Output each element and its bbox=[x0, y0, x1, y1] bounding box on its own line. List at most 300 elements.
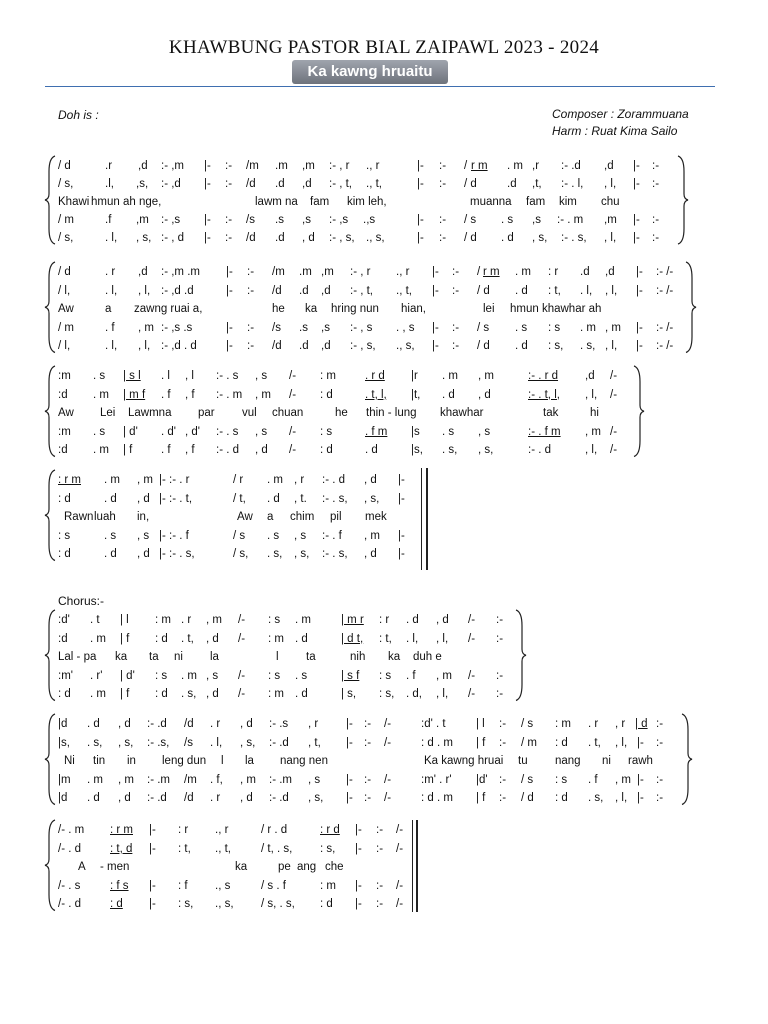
solfa-note: |s, bbox=[411, 444, 423, 456]
solfa-note: / r . d bbox=[261, 824, 288, 836]
voice-line bbox=[58, 212, 670, 228]
solfa-note: |d bbox=[58, 792, 68, 804]
subtitle-badge: Ka kawng hruaitu bbox=[292, 60, 448, 84]
solfa-note: , m bbox=[138, 321, 154, 334]
solfa-note: . f m bbox=[365, 425, 388, 438]
solfa-note: |- bbox=[149, 879, 156, 892]
solfa-note: :- . m bbox=[216, 388, 243, 401]
solfa-note: :- bbox=[499, 773, 507, 786]
solfa-note: . s, bbox=[442, 444, 458, 456]
solfa-note: : r m bbox=[110, 824, 133, 836]
solfa-note: . l bbox=[161, 370, 170, 382]
solfa-note: /s bbox=[184, 736, 193, 749]
voice-line bbox=[58, 491, 418, 507]
solfa-note: :- bbox=[499, 736, 507, 749]
solfa-note: . f bbox=[588, 773, 598, 786]
solfa-note: :m bbox=[58, 370, 71, 382]
solfa-note: . f bbox=[161, 444, 171, 456]
solfa-note: |- bbox=[226, 321, 233, 334]
solfa-note: .d bbox=[507, 178, 517, 190]
solfa-note: : d bbox=[555, 736, 568, 749]
lyric-word: Rawn bbox=[64, 511, 94, 523]
lyric-word: tu bbox=[518, 755, 528, 767]
solfa-note: / t, bbox=[233, 492, 246, 505]
solfa-note: :- ,d . d bbox=[161, 340, 197, 352]
solfa-note: :- bbox=[496, 632, 504, 645]
solfa-note: |s bbox=[411, 425, 420, 438]
solfa-note: .r bbox=[105, 160, 113, 172]
lyric-word: pil bbox=[330, 511, 342, 523]
solfa-note: |t, bbox=[411, 388, 421, 401]
solfa-note: |- bbox=[226, 340, 233, 352]
solfa-note: :- bbox=[496, 669, 504, 682]
solfa-note: . m bbox=[442, 370, 458, 382]
solfa-note: : m bbox=[320, 879, 336, 892]
solfa-note: / s, bbox=[233, 548, 249, 560]
solfa-note: , m bbox=[137, 474, 153, 486]
lyric-word: hi bbox=[590, 407, 599, 419]
solfa-note: . d, bbox=[406, 688, 422, 700]
solfa-note: |- bbox=[633, 214, 640, 226]
solfa-note: : d bbox=[58, 492, 71, 505]
solfa-note: :- . s, bbox=[322, 492, 348, 505]
solfa-note: / m bbox=[58, 214, 74, 226]
lyric-word: pe bbox=[278, 861, 291, 873]
lyric-word: la bbox=[245, 755, 254, 767]
solfa-note: , t. bbox=[294, 492, 307, 505]
voice-line bbox=[58, 686, 520, 702]
solfa-note: .d bbox=[299, 284, 309, 297]
left-brace bbox=[45, 820, 59, 911]
solfa-note: :- bbox=[496, 688, 504, 700]
solfa-note: , l, bbox=[605, 340, 618, 352]
solfa-note: :- bbox=[376, 824, 384, 836]
solfa-note: /s bbox=[272, 321, 281, 334]
solfa-note: |- bbox=[637, 792, 644, 804]
solfa-note: , d bbox=[206, 688, 219, 700]
solfa-note: / s bbox=[521, 773, 534, 786]
solfa-note: /- bbox=[289, 388, 297, 401]
solfa-note: . r bbox=[210, 792, 221, 804]
voice-line bbox=[58, 442, 634, 458]
solfa-note: . f, bbox=[210, 773, 223, 786]
solfa-note: , m bbox=[436, 669, 452, 682]
solfa-note: , m bbox=[585, 425, 601, 438]
solfa-note: : m bbox=[268, 632, 284, 645]
solfa-note: :- ,d bbox=[161, 178, 181, 190]
solfa-note: :- .d bbox=[269, 792, 289, 804]
solfa-note: , s bbox=[255, 425, 268, 438]
solfa-note: /d bbox=[246, 232, 256, 244]
solfa-note: .s bbox=[275, 214, 284, 226]
solfa-note: , d bbox=[364, 474, 377, 486]
header-rule bbox=[45, 86, 715, 87]
solfa-note: : d bbox=[58, 548, 71, 560]
solfa-note: ., s, bbox=[366, 232, 385, 244]
solfa-note: /d bbox=[272, 284, 282, 297]
solfa-note: , s bbox=[137, 529, 150, 542]
solfa-note: :- .d bbox=[561, 160, 581, 172]
solfa-note: r m bbox=[483, 266, 500, 278]
solfa-note: |- bbox=[398, 529, 405, 542]
solfa-note: . t, bbox=[181, 632, 194, 645]
solfa-note: |- bbox=[417, 232, 424, 244]
solfa-note: . m bbox=[90, 688, 106, 700]
solfa-note: :- bbox=[225, 178, 233, 190]
double-barline bbox=[416, 820, 418, 912]
solfa-note: , d' bbox=[185, 425, 200, 438]
solfa-note: :- bbox=[499, 718, 507, 730]
solfa-note: /- bbox=[238, 632, 246, 645]
lyric-word: he bbox=[272, 303, 285, 315]
solfa-note: /m bbox=[246, 160, 259, 172]
solfa-note: , d bbox=[436, 614, 449, 626]
solfa-note: /- bbox=[384, 773, 392, 786]
solfa-note: ,m bbox=[136, 214, 149, 226]
solfa-note: , m bbox=[206, 614, 222, 626]
solfa-note: , s bbox=[255, 370, 268, 382]
solfa-note: . s bbox=[442, 425, 455, 438]
solfa-note: |- bbox=[355, 879, 362, 892]
solfa-note: ,m bbox=[604, 214, 617, 226]
solfa-note: |- bbox=[204, 160, 211, 172]
solfa-note: | l bbox=[120, 614, 129, 626]
lyric-word: la bbox=[210, 651, 219, 663]
solfa-note: |- bbox=[432, 321, 439, 334]
left-brace bbox=[45, 470, 59, 561]
solfa-note: / s bbox=[233, 529, 246, 542]
solfa-note: | f bbox=[476, 736, 486, 749]
solfa-note: :- ,s bbox=[161, 214, 181, 226]
solfa-note: :- bbox=[364, 792, 372, 804]
solfa-note: . d bbox=[104, 492, 117, 505]
solfa-note: : f s bbox=[110, 879, 129, 892]
solfa-note: .m bbox=[299, 266, 312, 278]
solfa-note: :- . s bbox=[216, 425, 239, 438]
solfa-note: | f bbox=[476, 792, 486, 804]
solfa-note: , d bbox=[364, 548, 377, 560]
solfa-note: , s, bbox=[308, 792, 324, 804]
solfa-note: , s, bbox=[118, 736, 134, 749]
solfa-note: /m bbox=[272, 266, 285, 278]
solfa-note: |- bbox=[637, 773, 644, 786]
solfa-note: : r m bbox=[58, 474, 81, 486]
solfa-note: |- bbox=[149, 842, 156, 855]
solfa-note: .,s bbox=[363, 214, 376, 226]
solfa-note: : d bbox=[320, 898, 333, 910]
solfa-note: , l, bbox=[604, 232, 617, 244]
solfa-note: . l, bbox=[105, 232, 118, 244]
solfa-note: :- . d bbox=[216, 444, 240, 456]
lyric-word: kim leh, bbox=[347, 196, 387, 208]
solfa-note: |d' bbox=[476, 773, 488, 786]
solfa-note: / d bbox=[58, 266, 71, 278]
solfa-note: /- bbox=[610, 370, 618, 382]
solfa-note: . m bbox=[295, 614, 311, 626]
solfa-note: |- bbox=[637, 736, 644, 749]
right-brace bbox=[516, 610, 530, 701]
solfa-note: :- . l, bbox=[561, 178, 584, 190]
solfa-note: , m bbox=[255, 388, 271, 401]
solfa-note: :- bbox=[225, 214, 233, 226]
solfa-note: . l, bbox=[105, 284, 118, 297]
solfa-note: . r bbox=[181, 614, 192, 626]
solfa-note: :- bbox=[247, 284, 255, 297]
lyric-word: thin - lung bbox=[366, 407, 417, 419]
lyric-word: Ni bbox=[64, 755, 75, 767]
voice-line bbox=[58, 631, 520, 647]
solfa-note: .d bbox=[299, 340, 309, 352]
lyric-line bbox=[58, 649, 520, 665]
solfa-note: : s bbox=[268, 669, 281, 682]
solfa-note: : s bbox=[379, 669, 392, 682]
solfa-note: :- , s bbox=[350, 321, 373, 334]
chorus-label: Chorus:- bbox=[58, 594, 105, 608]
solfa-note: . l, bbox=[406, 632, 419, 645]
solfa-note: , l, bbox=[585, 388, 598, 401]
lyric-word: rawh bbox=[628, 755, 653, 767]
solfa-note: ,s bbox=[302, 214, 311, 226]
solfa-note: |d bbox=[58, 718, 68, 730]
solfa-note: :- ,d .d bbox=[161, 284, 194, 297]
solfa-note: /- bbox=[468, 632, 476, 645]
solfa-note: |- bbox=[398, 492, 405, 505]
solfa-note: . m bbox=[104, 474, 120, 486]
solfa-note: |- :- . f bbox=[159, 529, 189, 542]
solfa-note: :- /- bbox=[656, 321, 674, 334]
solfa-note: :- bbox=[496, 614, 504, 626]
double-barline bbox=[426, 468, 428, 570]
lyric-word: fam bbox=[310, 196, 330, 208]
solfa-note: :- bbox=[656, 718, 664, 730]
solfa-note: /- bbox=[289, 425, 297, 438]
solfa-note: |- bbox=[636, 284, 643, 297]
lyric-word: Lei bbox=[100, 407, 116, 419]
solfa-note: | m r bbox=[341, 614, 364, 626]
solfa-note: / s, . s, bbox=[261, 898, 295, 910]
lyric-word: ni bbox=[174, 651, 183, 663]
solfa-note: |- bbox=[633, 178, 640, 190]
right-brace bbox=[682, 714, 696, 805]
solfa-note: , r bbox=[294, 474, 305, 486]
solfa-note: . f bbox=[105, 321, 115, 334]
solfa-note: : s bbox=[268, 614, 281, 626]
solfa-note: : d bbox=[320, 388, 333, 401]
solfa-note: /- bbox=[396, 842, 404, 855]
solfa-note: :d bbox=[58, 632, 68, 645]
solfa-note: |- bbox=[417, 160, 424, 172]
solfa-note: ., s, bbox=[396, 340, 415, 352]
voice-line bbox=[58, 230, 670, 246]
solfa-note: :- bbox=[439, 214, 447, 226]
lyric-word: Lal - pa bbox=[58, 651, 97, 663]
lyric-word: lawm na bbox=[255, 196, 298, 208]
solfa-note: ,d bbox=[604, 160, 614, 172]
key-signature: Doh is : bbox=[58, 108, 99, 122]
solfa-note: , s, bbox=[136, 232, 152, 244]
lyric-word: par bbox=[198, 407, 215, 419]
solfa-note: . r' bbox=[90, 669, 103, 682]
solfa-note: / bbox=[477, 266, 481, 278]
lyric-word: Aw bbox=[58, 303, 74, 315]
lyric-word: a bbox=[267, 511, 274, 523]
solfa-note: :- . t, l, bbox=[528, 388, 560, 401]
solfa-note: / d bbox=[477, 340, 490, 352]
solfa-note: : s bbox=[58, 529, 71, 542]
solfa-note: |s, bbox=[58, 736, 70, 749]
solfa-note: : t, d bbox=[110, 842, 133, 855]
solfa-note: | s l bbox=[123, 370, 141, 382]
solfa-note: | f bbox=[120, 632, 130, 645]
solfa-note: : s bbox=[320, 425, 333, 438]
solfa-note: , l, bbox=[615, 792, 628, 804]
solfa-note: . s, bbox=[588, 792, 604, 804]
solfa-note: , m bbox=[118, 773, 134, 786]
solfa-note: . m bbox=[87, 773, 103, 786]
solfa-note: , d bbox=[478, 388, 491, 401]
solfa-note: :- .s, bbox=[147, 736, 170, 749]
solfa-note: . r d bbox=[365, 370, 385, 382]
solfa-note: |- bbox=[226, 266, 233, 278]
solfa-note: . m bbox=[93, 388, 109, 401]
lyric-word: luah bbox=[94, 511, 116, 523]
solfa-note: . s, bbox=[87, 736, 103, 749]
solfa-note: |- bbox=[398, 474, 405, 486]
solfa-note: : t, bbox=[178, 842, 191, 855]
lyric-word: ni bbox=[602, 755, 611, 767]
solfa-note: :- .m bbox=[147, 773, 170, 786]
solfa-note: / bbox=[464, 160, 468, 172]
solfa-note: :- . d bbox=[528, 444, 552, 456]
solfa-note: |- bbox=[432, 340, 439, 352]
solfa-note: /- bbox=[468, 688, 476, 700]
solfa-note: :- bbox=[247, 321, 255, 334]
solfa-note: , d bbox=[137, 492, 150, 505]
harmony-credit: Harm : Ruat Kima Sailo bbox=[552, 124, 678, 138]
lyric-word: fam bbox=[526, 196, 546, 208]
solfa-note: :m' . r' bbox=[421, 773, 452, 786]
solfa-note: . s bbox=[93, 425, 106, 438]
voice-line bbox=[58, 264, 686, 280]
solfa-note: , m bbox=[478, 370, 494, 382]
solfa-note: , s bbox=[478, 425, 491, 438]
solfa-note: : s bbox=[548, 321, 561, 334]
solfa-note: . d bbox=[87, 718, 100, 730]
solfa-note: , s, bbox=[532, 232, 548, 244]
solfa-note: ,r bbox=[532, 160, 540, 172]
left-brace bbox=[45, 156, 59, 244]
solfa-note: :- bbox=[439, 178, 447, 190]
solfa-note: :- bbox=[225, 160, 233, 172]
solfa-note: .d bbox=[275, 232, 285, 244]
solfa-note: . t, l, bbox=[365, 388, 387, 401]
solfa-note: :- /- bbox=[656, 266, 674, 278]
solfa-note: : f bbox=[178, 879, 188, 892]
solfa-note: :- ,s .s bbox=[161, 321, 193, 334]
solfa-note: :- . f m bbox=[528, 425, 561, 438]
solfa-note: ,d bbox=[321, 284, 331, 297]
solfa-note: / d bbox=[464, 178, 477, 190]
solfa-note: . d bbox=[104, 548, 117, 560]
solfa-note: : r d bbox=[320, 824, 340, 836]
solfa-note: . l, bbox=[210, 736, 223, 749]
solfa-note: /- . d bbox=[58, 842, 82, 855]
voice-line bbox=[58, 790, 678, 806]
solfa-note: |- bbox=[636, 321, 643, 334]
solfa-note: |- :- . s, bbox=[159, 548, 195, 560]
solfa-note: , l bbox=[185, 370, 194, 382]
solfa-note: :d bbox=[58, 444, 68, 456]
solfa-note: , s bbox=[206, 669, 219, 682]
solfa-note: | d bbox=[635, 718, 648, 730]
solfa-note: | f bbox=[123, 444, 133, 456]
solfa-note: : d bbox=[58, 688, 71, 700]
solfa-note: :- /- bbox=[656, 340, 674, 352]
lyric-word: ka bbox=[388, 651, 401, 663]
solfa-note: , l, bbox=[604, 178, 617, 190]
lyric-word: hring nun bbox=[331, 303, 379, 315]
composer-credit: Composer : Zorammuana bbox=[552, 107, 689, 121]
solfa-note: , l, bbox=[138, 340, 151, 352]
solfa-note: :- bbox=[376, 842, 384, 855]
lyric-word: Aw bbox=[58, 407, 74, 419]
solfa-note: : s, bbox=[178, 898, 194, 910]
solfa-note: ., r bbox=[396, 266, 410, 278]
solfa-note: |- :- . t, bbox=[159, 492, 193, 505]
double-barline bbox=[421, 468, 422, 570]
solfa-note: :- , t, bbox=[350, 284, 373, 297]
solfa-note: : s, bbox=[379, 688, 395, 700]
solfa-note: :- , s, bbox=[329, 232, 355, 244]
lyric-word: khawhar bbox=[440, 407, 484, 419]
solfa-note: . f bbox=[161, 388, 171, 401]
solfa-note: / s bbox=[477, 321, 490, 334]
solfa-note: :- bbox=[452, 284, 460, 297]
solfa-note: : t, bbox=[548, 284, 561, 297]
solfa-note: | m f bbox=[123, 388, 146, 401]
solfa-note: , d bbox=[137, 548, 150, 560]
solfa-note: |- bbox=[355, 898, 362, 910]
solfa-note: . s bbox=[93, 370, 106, 382]
solfa-note: / s, bbox=[58, 178, 74, 190]
solfa-note: | s, bbox=[341, 688, 357, 700]
solfa-note: . s, bbox=[181, 688, 197, 700]
lyric-line bbox=[58, 753, 678, 769]
solfa-note: / s bbox=[464, 214, 477, 226]
solfa-note: |- bbox=[398, 548, 405, 560]
solfa-note: |m bbox=[58, 773, 71, 786]
solfa-note: | l bbox=[476, 718, 485, 730]
solfa-note: /- bbox=[468, 669, 476, 682]
right-brace bbox=[686, 262, 700, 353]
lyric-word: hmun khawhar ah bbox=[510, 303, 602, 315]
solfa-note: ., r bbox=[366, 160, 380, 172]
solfa-note: , d bbox=[118, 718, 131, 730]
solfa-note: :- .d bbox=[147, 718, 167, 730]
solfa-note: :- bbox=[652, 232, 660, 244]
solfa-note: /- bbox=[468, 614, 476, 626]
solfa-note: /- . m bbox=[58, 824, 85, 836]
solfa-note: ,d bbox=[138, 160, 148, 172]
solfa-note: :- bbox=[652, 214, 660, 226]
solfa-note: |- bbox=[346, 718, 353, 730]
lyric-word: in, bbox=[137, 511, 150, 523]
solfa-note: / r bbox=[233, 474, 244, 486]
solfa-note: . d bbox=[515, 340, 528, 352]
solfa-note: ,s, bbox=[136, 178, 149, 190]
solfa-note: . s bbox=[515, 321, 528, 334]
solfa-note: ,d bbox=[302, 178, 312, 190]
